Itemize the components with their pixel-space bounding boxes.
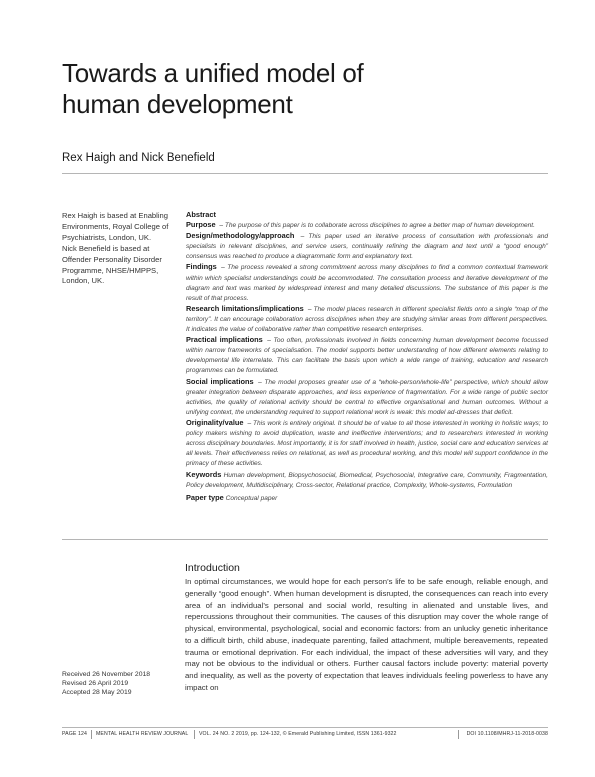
section-label: Originality/value [186, 417, 244, 427]
introduction-heading: Introduction [185, 562, 240, 574]
title-line-1: Towards a unified model of [62, 58, 364, 88]
introduction-body: In optimal circumstances, we would hope for each person’s life to be safe enough, reliable enough, and generally “good enough”. When human development is disrupted, the consequences can reach into every area of an individual’s personal and social world, resulting in alienated and unstable lives, and repercussions throughout their communities. The causes of this disruption may cover the whole range of physical, environmental, psychological, social and economic factors: from an unlucky genetic inheritance to a difficult birth, child abuse, inadequate parenting, failed attachment, multiple bereavements, repeated trauma or emotional deprivation. For each individual, the impact of these adversities will vary, and they may not be obvious to the individual or others. Further causal factors include poverty: material poverty and inequality, as well as the poverty of expectation that leaves individuals feeling powerless to have any impact on [185, 577, 548, 692]
article-title [62, 58, 532, 120]
section-text: – The purpose of this paper is to collaborate across disciplines to agree a better map of human development. [217, 222, 535, 230]
section-text: – This work is entirely original. It should be of value to all those interested in working in holistic ways; to policy makers wishing to avoid duplication, waste and ineffective interventions; and to researchers interested in working across disciplinary boundaries. Most importantly, it is for staff involved in health, justice, social care and education services at all levels. Their effectiveness relies on relational, as well as procedural working, and this model will support confidence in the primacy of these activities. [186, 419, 548, 468]
section-text: – This paper used an iterative process of consultation with professionals and specialists in relevant disciplines, and service users, continually refining the diagram and text until a “good enough” consensus was reached to produce a diagrammatic form and explanatory text. [186, 233, 548, 261]
section-label: Purpose [186, 220, 216, 230]
section-text: – The model places research in different specialist fields onto a single “map of the territory”. It can encourage collaboration across disciplines when they are studying similar areas from different perspectives. It indicates the value of collaborative rather than competitive research enterprises. [186, 305, 548, 334]
keywords-label: Keywords [186, 470, 222, 480]
abstract-practical-implications [186, 335, 548, 376]
accepted-date: Accepted 28 May 2019 [62, 689, 132, 697]
abstract-social-implications [186, 377, 548, 418]
keywords [186, 470, 548, 491]
divider-footer [62, 727, 548, 728]
divider-middle [62, 539, 548, 540]
paper-type [186, 493, 548, 504]
section-label: Design/methodology/approach [186, 231, 295, 241]
section-label: Research limitations/implications [186, 303, 304, 313]
journal-name: MENTAL HEALTH REVIEW JOURNAL [96, 731, 189, 737]
author-affiliations [62, 211, 177, 287]
affiliation-line: Offender Personality Disorder [62, 254, 162, 264]
affiliation-line: Rex Haigh is based at Enabling [62, 211, 168, 220]
affiliation-line: Environments, Royal College of [62, 221, 169, 231]
volume-info: VOL. 24 NO. 2 2019, pp. 124-132, © Emerald Publishing Limited, ISSN 1361-9322 [199, 731, 397, 737]
section-label: Practical implications [186, 335, 263, 345]
section-label: Findings [186, 262, 217, 272]
paper-type-value: Conceptual paper [225, 494, 278, 502]
section-label: Social implications [186, 376, 254, 386]
abstract-research-limitations [186, 304, 548, 335]
article-dates [62, 670, 177, 698]
footer-separator [458, 730, 459, 739]
affiliation-line: Programme, NHSE/HMPPS, [62, 265, 159, 275]
authors: Rex Haigh and Nick Benefield [62, 152, 215, 164]
keywords-list: Human development, Biopsychosocial, Biomedical, Psychosocial, Integrative care, Community, Fragmentation, Policy development, Multidisciplinary, Cross-sector, Relational practice, Complexity, Whole-systems, Formulation [186, 472, 548, 490]
divider-top [62, 173, 548, 174]
affiliation-line: Psychiatrists, London, UK. [62, 232, 152, 242]
footer-separator [91, 730, 92, 739]
doi: DOI 10.1108/MHRJ-11-2018-0038 [466, 731, 548, 737]
affiliation-line: Nick Benefield is based at [62, 243, 150, 253]
abstract-findings [186, 262, 548, 303]
affiliation-line: London, UK. [62, 276, 105, 286]
title-line-2: human development [62, 89, 293, 119]
section-text: – Too often, professionals involved in fields concerning human development become focussed within narrow frameworks of specialisation. The model supports better understanding of how different elements relating to developmental life interrelate. This can facilitate the basis upon which a wide range of training, education and research programmes can be formulated. [186, 337, 548, 375]
abstract-purpose [186, 220, 548, 231]
page-number: PAGE 124 [62, 731, 87, 737]
paper-type-label: Paper type [186, 492, 224, 502]
received-date: Received 26 November 2018 [62, 671, 151, 678]
revised-date: Revised 26 April 2019 [62, 680, 129, 688]
section-text: – The model proposes greater use of a “whole-person/whole-life” perspective, which should allow greater integration between disparate approaches, and less experience of fragmentation. For a wide range of public sector activities, the quality of relational activity should be central to effective organisational and human outcomes. Without a unifying context, the understanding required to support relational work is weak: this model ad-dresses that deficit. [186, 378, 548, 416]
footer-separator [194, 730, 195, 739]
abstract [186, 210, 548, 504]
section-text: – The process revealed a strong commitment across many disciplines to find a common contextual framework within which specialist understandings could be accommodated. The consultation process and iterative development of the diagram and text was marked by widespread interest and many detailed discussions. The substance of this paper is the result of that process. [186, 264, 548, 302]
abstract-heading: Abstract [186, 210, 216, 219]
abstract-originality [186, 418, 548, 469]
abstract-design [186, 231, 548, 262]
